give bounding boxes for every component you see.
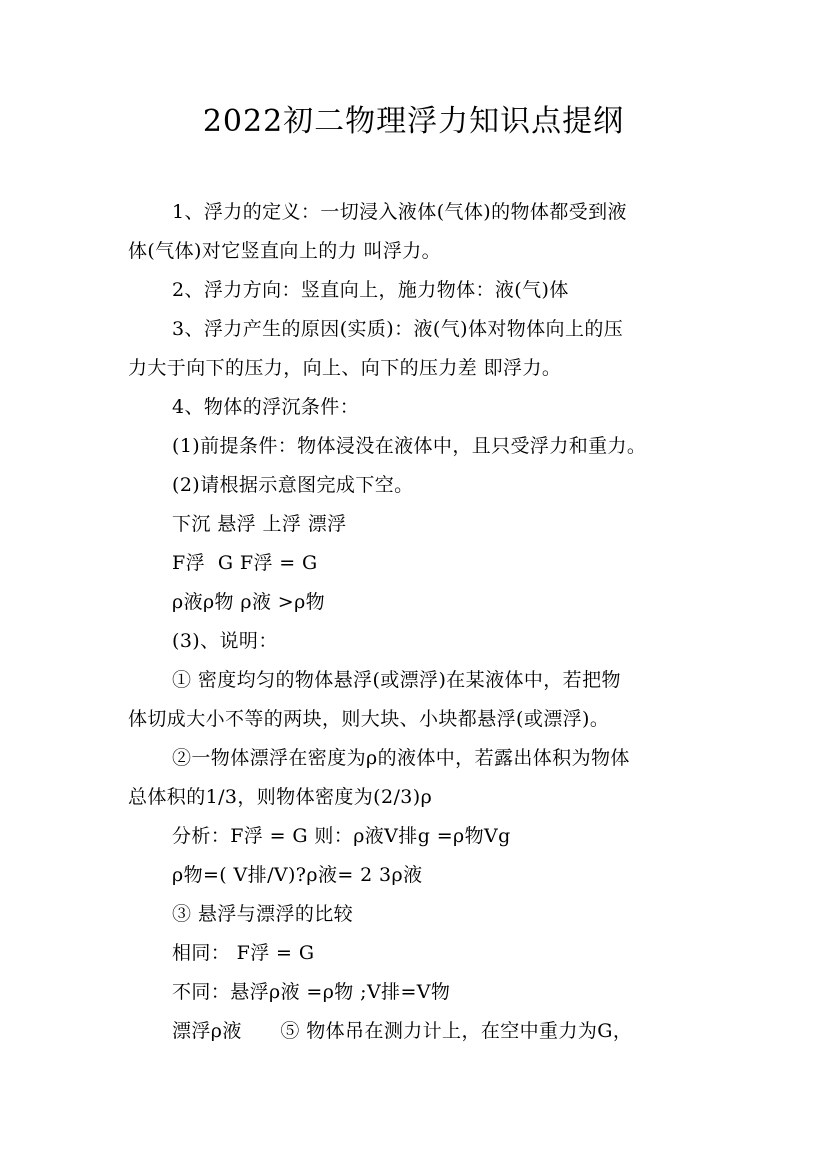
text-line: (1)前提条件：物体浸没在液体中，且只受浮力和重力。 (172, 435, 647, 457)
text-line: (3)、说明： (172, 630, 278, 652)
text-line: 漂浮ρ液 ⑤ 物体吊在测力计上，在空中重力为G， (172, 1020, 633, 1042)
text-line: 体(气体)对它竖直向上的力 叫浮力。 (128, 240, 442, 262)
text-line: ρ物=( V排/V)?ρ液= 2 3ρ液 (172, 864, 423, 886)
text-line: 体切成大小不等的两块，则大块、小块都悬浮(或漂浮)。 (128, 708, 610, 730)
text-line: 4、物体的浮沉条件： (172, 396, 360, 418)
text-line: 3、浮力产生的原因(实质)：液(气)体对物体向上的压 (172, 318, 624, 340)
text-line: 分析：F浮 = G 则：ρ液V排g =ρ物Vg (172, 825, 511, 847)
text-line: 总体积的1/3，则物体密度为(2/3)ρ (128, 786, 433, 808)
text-line: ③ 悬浮与漂浮的比较 (172, 903, 354, 925)
text-line: 1、浮力的定义：一切浸入液体(气体)的物体都受到液 (172, 201, 627, 223)
text-line: 2、浮力方向：竖直向上，施力物体：液(气)体 (172, 279, 569, 301)
text-line: ① 密度均匀的物体悬浮(或漂浮)在某液体中，若把物 (172, 669, 621, 691)
text-line: 相同： F浮 = G (172, 942, 315, 964)
text-line: 力大于向下的压力，向上、向下的压力差 即浮力。 (128, 357, 562, 379)
text-line: 不同：悬浮ρ液 =ρ物 ;V排=V物 (172, 981, 451, 1003)
text-line: ρ液ρ物 ρ液 >ρ物 (172, 591, 326, 613)
text-line: (2)请根据示意图完成下空。 (172, 474, 414, 496)
document-body (128, 193, 708, 1051)
document-title: 2022初二物理浮力知识点提纲 (202, 104, 625, 139)
text-line: ②一物体漂浮在密度为ρ的液体中，若露出体积为物体 (172, 747, 630, 769)
text-line: F浮 G F浮 = G (172, 552, 318, 574)
text-line: 下沉 悬浮 上浮 漂浮 (172, 513, 347, 535)
